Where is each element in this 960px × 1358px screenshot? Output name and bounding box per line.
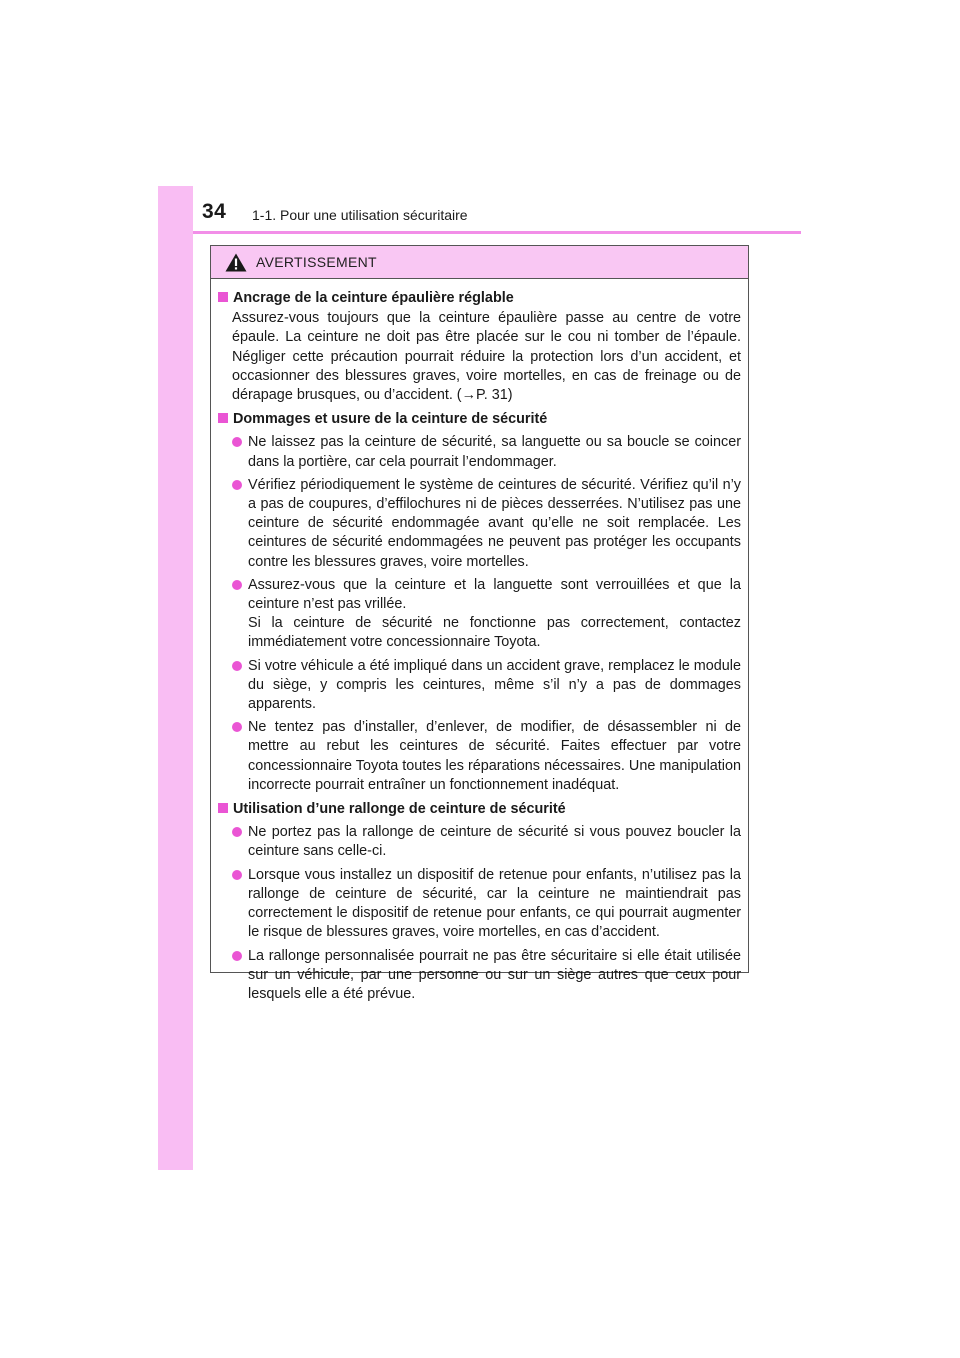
- header-rule: [193, 231, 801, 234]
- list-item: Ne portez pas la rallonge de ceinture de sécurité si vous pouvez boucler la ceinture sans celle-ci.: [218, 823, 741, 861]
- round-bullet-icon: [232, 870, 242, 880]
- list-item: Vérifiez périodiquement le système de ceintures de sécurité. Vérifiez qu’il n’y a pas de coupures, d’effilochures ni de pièces desserrées. N’utilisez pas une ceinture de sécurité endommagée avant qu’elle ne soit remplacée. Les ceintures de sécurité endommagées ne peuvent pas protéger les occupants contre les blessures graves, voire mortelles.: [218, 476, 741, 572]
- square-bullet-icon: [218, 292, 228, 302]
- round-bullet-icon: [232, 437, 242, 447]
- round-bullet-icon: [232, 827, 242, 837]
- round-bullet-icon: [232, 580, 242, 590]
- warning-body: [211, 279, 748, 1004]
- warning-title: AVERTISSEMENT: [256, 254, 377, 270]
- list-item: La rallonge personnalisée pourrait ne pas être sécuritaire si elle était utilisée sur un véhicule, par une personne ou sur un siège autres que ceux pour lesquels elle a été prévue.: [218, 947, 741, 1005]
- section-title: 1-1. Pour une utilisation sécuritaire: [252, 207, 468, 223]
- page-number: 34: [202, 200, 227, 223]
- round-bullet-icon: [232, 480, 242, 490]
- warning-header: [211, 246, 748, 279]
- section-heading: Dommages et usure de la ceinture de sécurité: [218, 410, 741, 429]
- warning-box: [210, 245, 749, 1002]
- round-bullet-icon: [232, 951, 242, 961]
- section-paragraph: Assurez-vous toujours que la ceinture épaulière passe au centre de votre épaule. La ceinture ne doit pas être placée sur le cou ni tomber de l’épaule. Négliger cette précaution pourrait réduire la protection lors d’un accident, et occasionner des blessures graves, voire mortelles, en cas de freinage ou de dérapage brusques, ou d’accident. (→P. 31): [232, 310, 741, 404]
- side-tab-strip: [158, 186, 193, 1170]
- section-heading: Ancrage de la ceinture épaulière réglable: [218, 289, 741, 308]
- list-item: Ne tentez pas d’installer, d’enlever, de modifier, de désassembler ni de mettre au rebut les ceintures de sécurité. Faites effectuer par votre concessionnaire Toyota toutes les réparations nécessaires. Une manipulation incorrecte pourrait entraîner un fonctionnement inadéquat.: [218, 718, 741, 795]
- list-item: Lorsque vous installez un dispositif de retenue pour enfants, n’utilisez pas la rallonge de ceinture de sécurité, car la ceinture ne maintiendrait pas correctement le dispositif de retenue pour enfants, ce qui pourrait augmenter le risque de blessures graves, voire mortelles, en cas d’accident.: [218, 866, 741, 943]
- round-bullet-icon: [232, 722, 242, 732]
- square-bullet-icon: [218, 803, 228, 813]
- list-item: Si votre véhicule a été impliqué dans un accident grave, remplacez le module du siège, y compris les ceintures, même s’il n’y a pas de dommages apparents.: [218, 657, 741, 715]
- warning-triangle-icon: [225, 253, 247, 272]
- round-bullet-icon: [232, 661, 242, 671]
- list-item: Ne laissez pas la ceinture de sécurité, sa languette ou sa boucle se coincer dans la portière, car cela pourrait l’endommager.: [218, 433, 741, 471]
- square-bullet-icon: [218, 413, 228, 423]
- section-heading: Utilisation d’une rallonge de ceinture de sécurité: [218, 800, 741, 819]
- list-item: Assurez-vous que la ceinture et la languette sont verrouillées et que la ceinture n’est pas vrillée. Si la ceinture de sécurité ne fonctionne pas correctement, contactez immédiatement votre concessionnaire Toyota.: [218, 576, 741, 653]
